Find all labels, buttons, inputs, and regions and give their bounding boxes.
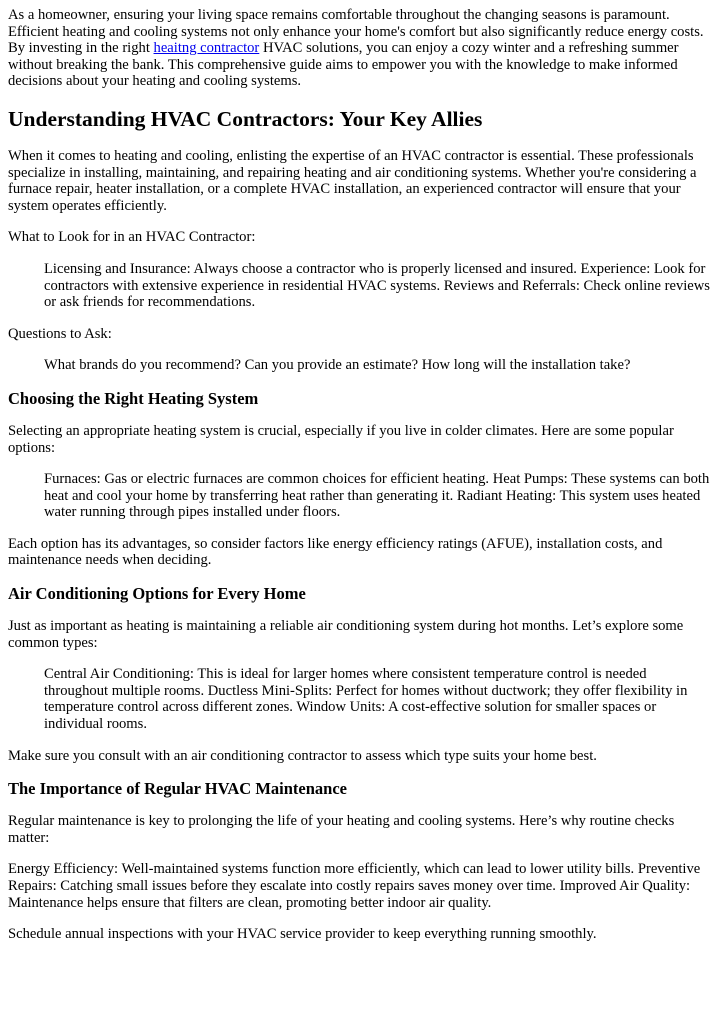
air-conditioning-options-list: Central Air Conditioning: This is ideal for larger homes where consistent temperature control is needed throughout multiple rooms. Ductless Mini-Splits: Perfect for homes without ductwork; they offer flexibility in temperature control across different zones. Window Units: A cost-effective solution for smaller spaces or individual rooms. (44, 666, 688, 733)
look-for-label: What to Look for in an HVAC Contractor: (8, 229, 256, 246)
section-heading-air-conditioning: Air Conditioning Options for Every Home (8, 584, 306, 604)
air-conditioning-paragraph: Just as important as heating is maintaining a reliable air conditioning system during hot months. Let’s explore some common types: (8, 618, 684, 651)
look-for-list: Licensing and Insurance: Always choose a contractor who is properly licensed and insured. Experience: Look for contractors with extensive experience in residential HVAC systems. Reviews and Referrals: Check online reviews or ask friends for recommendations. (44, 260, 710, 311)
heating-contractor-link[interactable]: heaitng contractor (153, 40, 260, 57)
intro-text-after-link: HVAC solutions, you can enjoy a cozy winter and a refreshing summer without breaking the bank. This comprehensive guide aims to empower you with the knowledge to make informed decisions about your heating and cooling systems. (8, 40, 679, 90)
air-conditioning-closing-paragraph: Make sure you consult with an air conditioning contractor to assess which type suits your home best. (8, 747, 597, 764)
heating-options-list: Furnaces: Gas or electric furnaces are common choices for efficient heating. Heat Pumps: These systems can both heat and cool your home by transferring heat rather than generating it. Radiant Heating: This system uses heated water running through pipes installed under floors. (44, 471, 710, 521)
intro-text-before-link: As a homeowner, ensuring your living space remains comfortable throughout the changing seasons is paramount. Efficient heating and cooling systems not only enhance your home's comfort but also significantly reduce energy costs. By investing in the right (8, 7, 704, 57)
hvac-contractors-paragraph: When it comes to heating and cooling, enlisting the expertise of an HVAC contractor is essential. These professionals specialize in installing, maintaining, and repairing heating and air conditioning systems. Whether you're considering a furnace repair, heater installation, or a complete HVAC installation, an experienced contractor will ensure that your system operates efficiently. (8, 147, 697, 214)
heating-system-paragraph: Selecting an appropriate heating system is crucial, especially if you live in colder climates. Here are some popular options: (8, 422, 674, 456)
section-heading-heating-system: Choosing the Right Heating System (8, 388, 259, 408)
intro-paragraph (8, 7, 712, 90)
questions-list: What brands do you recommend? Can you provide an estimate? How long will the installation take? (44, 357, 631, 374)
maintenance-paragraph: Regular maintenance is key to prolonging the life of your heating and cooling systems. Here’s why routine checks matter: (8, 813, 675, 846)
maintenance-closing-paragraph: Schedule annual inspections with your HVAC service provider to keep everything running smoothly. (8, 926, 597, 943)
questions-label: Questions to Ask: (8, 325, 112, 342)
maintenance-benefits-paragraph: Energy Efficiency: Well-maintained systems function more efficiently, which can lead to lower utility bills. Preventive Repairs: Catching small issues before they escalate into costly repairs saves money over time. Improved Air Quality: Maintenance helps ensure that filters are clean, promoting better indoor air quality. (8, 861, 701, 911)
section-heading-hvac-contractors: Understanding HVAC Contractors: Your Key Allies (8, 106, 483, 131)
section-heading-maintenance: The Importance of Regular HVAC Maintenance (8, 779, 347, 799)
heating-closing-paragraph: Each option has its advantages, so consider factors like energy efficiency ratings (AFUE), installation costs, and maintenance needs when deciding. (8, 535, 663, 569)
